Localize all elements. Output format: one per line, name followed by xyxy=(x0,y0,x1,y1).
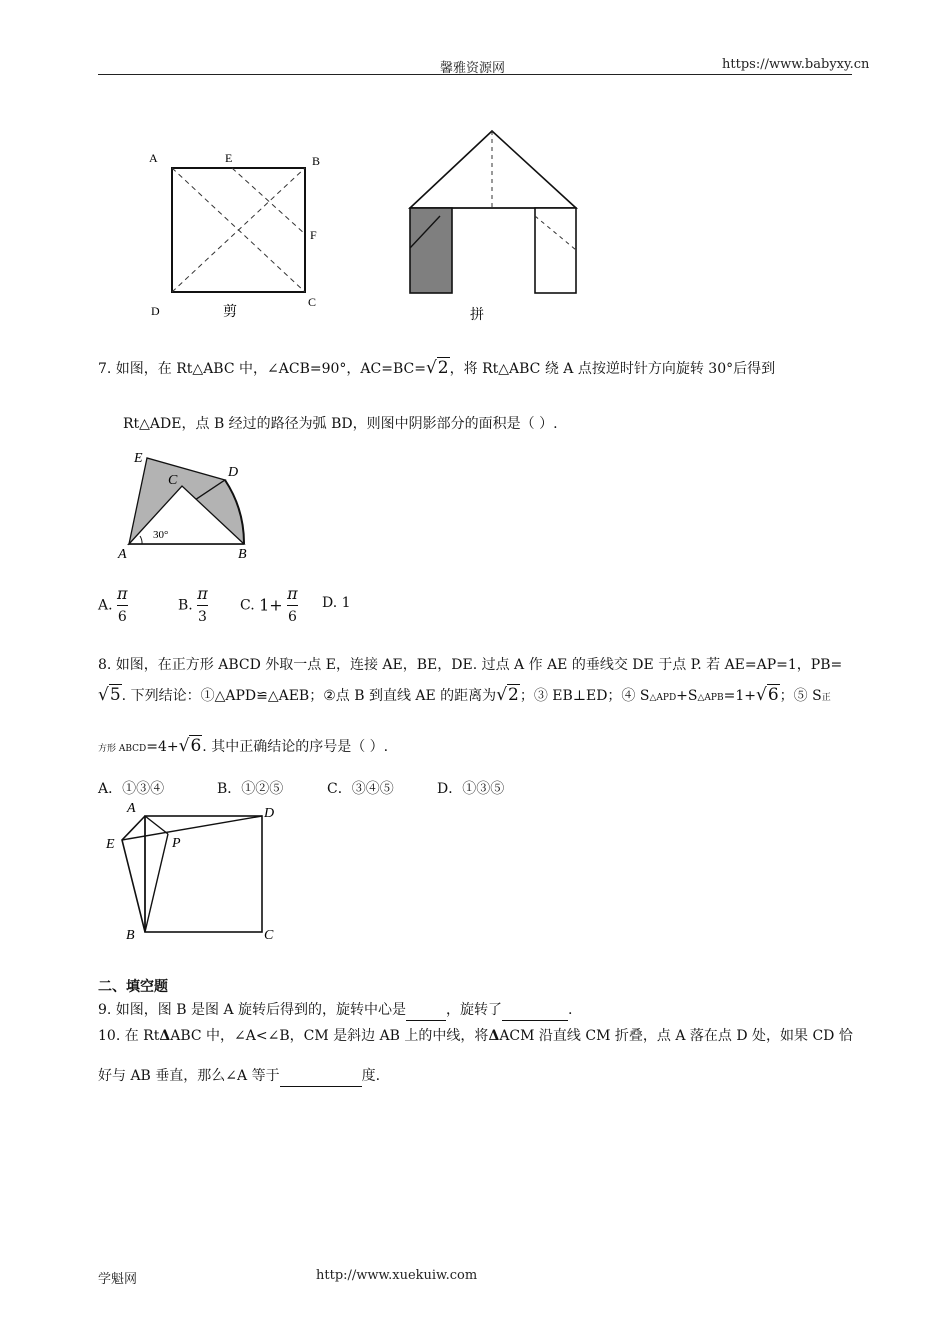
q8-label-P: P xyxy=(172,836,181,851)
q9-blank-angle[interactable] xyxy=(502,1000,568,1021)
q7-label-C: C xyxy=(168,473,178,488)
label-D: D xyxy=(151,304,160,318)
q7-figure xyxy=(112,446,262,566)
footer-site-name: 学魁网 xyxy=(98,1272,138,1287)
square-cut-figure xyxy=(140,140,340,330)
q8-label-C: C xyxy=(264,928,274,943)
house-figure xyxy=(400,122,590,332)
q7-label-D: D xyxy=(228,465,239,480)
caption-cut: 剪 xyxy=(223,305,237,320)
q7-angle-label: 30° xyxy=(153,529,169,541)
q10-blank-angle[interactable] xyxy=(280,1066,362,1087)
q8-label-E: E xyxy=(106,837,115,852)
q7-label-A: A xyxy=(118,547,127,562)
footer-url: http://www.xuekuiw.com xyxy=(316,1268,478,1283)
q7-label-E: E xyxy=(134,451,143,466)
q7-text-a: 7. 如图，在 Rt△ABC 中，∠ACB=90°，AC=BC= xyxy=(98,361,426,377)
q7-option-d: D. 1 xyxy=(322,595,351,611)
header-url: https://www.babyxy.cn xyxy=(722,57,870,72)
label-F: F xyxy=(310,228,317,242)
q10-line2: 好与 AB 垂直，那么∠A 等于 度. xyxy=(98,1066,380,1087)
section-fill-blank-title: 二、填空题 xyxy=(98,979,168,995)
label-A: A xyxy=(149,151,158,165)
q8-option-d: D．①③⑤ xyxy=(437,781,505,797)
q7-option-b: B. $\frac{\pi}{3}$ xyxy=(178,583,208,628)
q8-option-a: A．①③④ xyxy=(98,781,165,797)
label-B: B xyxy=(312,154,321,168)
q8-line1: 8. 如图，在正方形 ABCD 外取一点 E，连接 AE，BE，DE. 过点 A 作 AE 的垂线交 DE 于点 P. 若 AE=AP=1，PB= xyxy=(98,657,843,673)
q7-text-b: ，将 Rt△ABC 绕 A 点按逆时针方向旋转 30°后得到 xyxy=(449,361,776,377)
q8-line2: √5. 下列结论：①△APD≌△AEB；②点 B 到直线 AE 的距离为√2；③ EB⊥ED；④ S△APD+S△APB=1+√6；⑤ S正 xyxy=(98,685,831,705)
q8-label-D: D xyxy=(264,806,275,821)
header-rule xyxy=(98,74,852,75)
label-C: C xyxy=(308,295,317,309)
q8-figure xyxy=(100,798,290,948)
q7-option-c: C. 1+ $\frac{\pi}{6}$ xyxy=(240,583,298,628)
q8-option-c: C．③④⑤ xyxy=(327,781,394,797)
q7-line2: Rt△ADE，点 B 经过的路径为弧 BD，则图中阴影部分的面积是（ ）. xyxy=(123,416,558,432)
caption-assemble: 拼 xyxy=(470,308,484,323)
q7-label-B: B xyxy=(238,547,247,562)
q7-line1 xyxy=(98,358,775,379)
q8-line3: 方形 ABCD=4+√6. 其中正确结论的序号是（ ）. xyxy=(98,736,389,756)
q7-sqrt: √2 xyxy=(425,358,449,378)
q8-label-B: B xyxy=(126,928,135,943)
header-site-name: 馨雅资源网 xyxy=(440,61,506,76)
q8-option-b: B．①②⑤ xyxy=(217,781,284,797)
q7-option-a: A. $\frac{\pi}{6}$ xyxy=(98,583,128,628)
q10-line1: 10. 在 RtΔABC 中，∠A<∠B，CM 是斜边 AB 上的中线，将ΔACM 沿直线 CM 折叠，点 A 落在点 D 处，如果 CD 恰 xyxy=(98,1028,853,1044)
label-E: E xyxy=(225,151,233,165)
q8-label-A: A xyxy=(127,801,136,816)
q9-text: 9. 如图，图 B 是图 A 旋转后得到的，旋转中心是 ，旋转了 . xyxy=(98,1000,572,1021)
q9-blank-center[interactable] xyxy=(406,1000,446,1021)
